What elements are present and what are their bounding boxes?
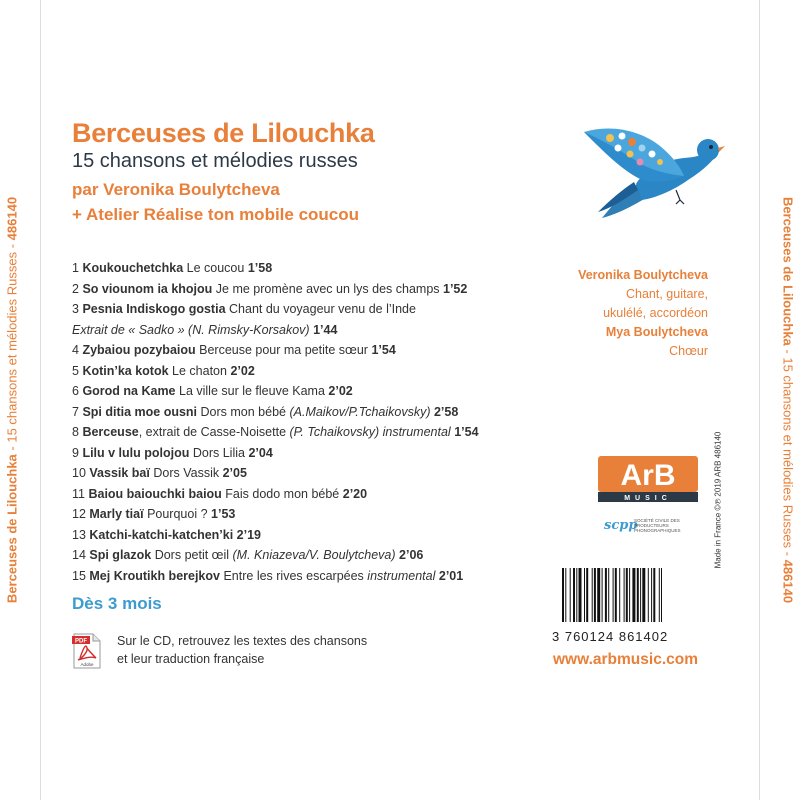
barcode-bar: [605, 568, 607, 622]
left-spine-text: [5, 197, 20, 603]
left-fold-line: [40, 0, 41, 800]
right-spine: [776, 0, 800, 800]
barcode-bar: [653, 568, 655, 622]
track-row-continuation: Extrait de « Sadko » (N. Rimsky-Korsakov) 1’44: [72, 322, 338, 337]
track-row: 13 Katchi-katchi-katchen’ki 2’19: [72, 527, 262, 542]
left-spine-title: Berceuses de Lilouchka: [4, 454, 20, 604]
barcode-bar: [584, 568, 585, 622]
barcode-bar: [573, 568, 575, 622]
age-recommendation: Dès 3 mois: [72, 594, 162, 613]
left-spine-subtitle: - 15 chansons et mélodies Russes -: [4, 240, 20, 455]
album-title: Berceuses de Lilouchka: [72, 118, 375, 148]
legal-text: Made in France ©℗ 2019 ARB 486140: [713, 431, 723, 569]
pdf-note: [117, 632, 417, 668]
tracklist: [72, 258, 562, 586]
right-spine-text: [781, 197, 796, 603]
track-row: 14 Spi glazok Dors petit œil (M. Kniazeva/V. Boulytcheva) 2’06: [72, 548, 424, 562]
right-fold-line: [759, 0, 760, 800]
barcode-bar: [626, 568, 628, 622]
barcode-bar: [602, 568, 603, 622]
barcode-bar: [629, 568, 630, 622]
track-row: 15 Mej Kroutikh berejkov Entre les rives escarpées instrumental 2’01: [72, 568, 464, 583]
arb-music-logo: [598, 456, 698, 502]
album-subtitle: 15 chansons et mélodies russes: [72, 150, 358, 172]
barcode-bar: [642, 568, 645, 622]
track-row: 12 Marly tiaï Pourquoi ? 1’53: [72, 507, 236, 521]
barcode-bar: [615, 568, 617, 622]
pdf-note-line2: et leur traduction française: [117, 652, 265, 666]
pdf-icon-label: PDF: [75, 638, 87, 645]
barcode-number: 3 760124 861402: [552, 629, 669, 644]
album-workshop: + Atelier Réalise ton mobile coucou: [72, 205, 360, 224]
barcode-bar: [659, 568, 660, 622]
barcode-bar: [648, 568, 649, 622]
pdf-note-line1: Sur le CD, retrouvez les textes des chansons: [117, 634, 368, 648]
artist2-name: Mya Boulytcheva: [605, 325, 708, 339]
barcode-bar: [613, 568, 614, 622]
credits: [508, 266, 708, 361]
right-spine-code: 486140: [780, 559, 796, 604]
barcode-bar: [576, 568, 577, 622]
track-row: 7 Spi ditia moe ousni Dors mon bébé (A.Maikov/P.Tchaikovsky) 2’58: [72, 404, 459, 419]
track-row: 1 Koukouchetchka Le coucou 1’58: [72, 261, 273, 275]
artist1-role-line1: Chant, guitare,: [626, 287, 708, 301]
barcode-bar: [619, 568, 620, 622]
track-row: 4 Zybaiou pozybaiou Berceuse pour ma petite sœur 1’54: [72, 343, 396, 357]
barcode-bar: [651, 568, 652, 622]
artist1-role-line2: ukulélé, accordéon: [603, 306, 708, 320]
barcode-bar: [570, 568, 571, 622]
barcode-bar: [661, 568, 662, 622]
arb-logo-text: ArB: [620, 459, 676, 492]
track-row: 5 Kotin’ka kotok Le chaton 2’02: [72, 363, 255, 378]
track-row: 10 Vassik baï Dors Vassik 2’05: [72, 466, 247, 480]
barcode-bar: [565, 568, 566, 622]
album-author: par Veronika Boulytcheva: [72, 180, 280, 199]
arb-logo-subtext: MUSIC: [624, 495, 672, 502]
left-spine-code: 486140: [4, 196, 20, 241]
website-link[interactable]: www.arbmusic.com: [553, 651, 698, 668]
right-spine-title: Berceuses de Lilouchka: [780, 196, 796, 346]
barcode-bar: [597, 568, 600, 622]
artist2-role: Chœur: [669, 344, 708, 358]
barcode-bar: [594, 568, 596, 622]
barcode-bar: [640, 568, 641, 622]
barcode-bar: [632, 568, 635, 622]
artist1-name: Veronika Boulytcheva: [578, 268, 708, 282]
barcode-bar: [624, 568, 625, 622]
track-row: 9 Lilu v lulu polojou Dors Lilia 2’04: [72, 445, 273, 460]
track-row: 3 Pesnia Indiskogo gostia Chant du voyageur venu de l’Inde: [72, 302, 416, 316]
scpp-logo-subtext: SOCIÉTÉ CIVILE DES PRODUCTEURS PHONOGRAPHIQUES: [634, 518, 681, 533]
right-spine-subtitle: - 15 chansons et mélodies Russes -: [780, 345, 796, 560]
barcode: [560, 568, 702, 622]
scpp-logo-text: scpp: [604, 518, 638, 533]
barcode-bar: [608, 568, 609, 622]
barcode-bar: [592, 568, 593, 622]
track-row: 6 Gorod na Kame La ville sur le fleuve Kama 2’02: [72, 384, 353, 398]
cuckoo-bird-illustration: [580, 110, 725, 230]
barcode-bar: [637, 568, 639, 622]
track-row: 2 So viounom ia khojou Je me promène avec un lys des champs 1’52: [72, 281, 468, 296]
scpp-logo: [604, 516, 696, 542]
pdf-icon-brand: Adobe: [80, 662, 94, 667]
pdf-icon: [72, 632, 102, 670]
left-spine: [0, 0, 24, 800]
barcode-bar: [579, 568, 582, 622]
barcode-bar: [562, 568, 564, 622]
track-row: 11 Baiou baiouchki baiou Fais dodo mon bébé 2’20: [72, 486, 368, 501]
barcode-bar: [586, 568, 588, 622]
track-row: 8 Berceuse, extrait de Casse-Noisette (P. Tchaikovsky) instrumental 1’54: [72, 425, 479, 439]
